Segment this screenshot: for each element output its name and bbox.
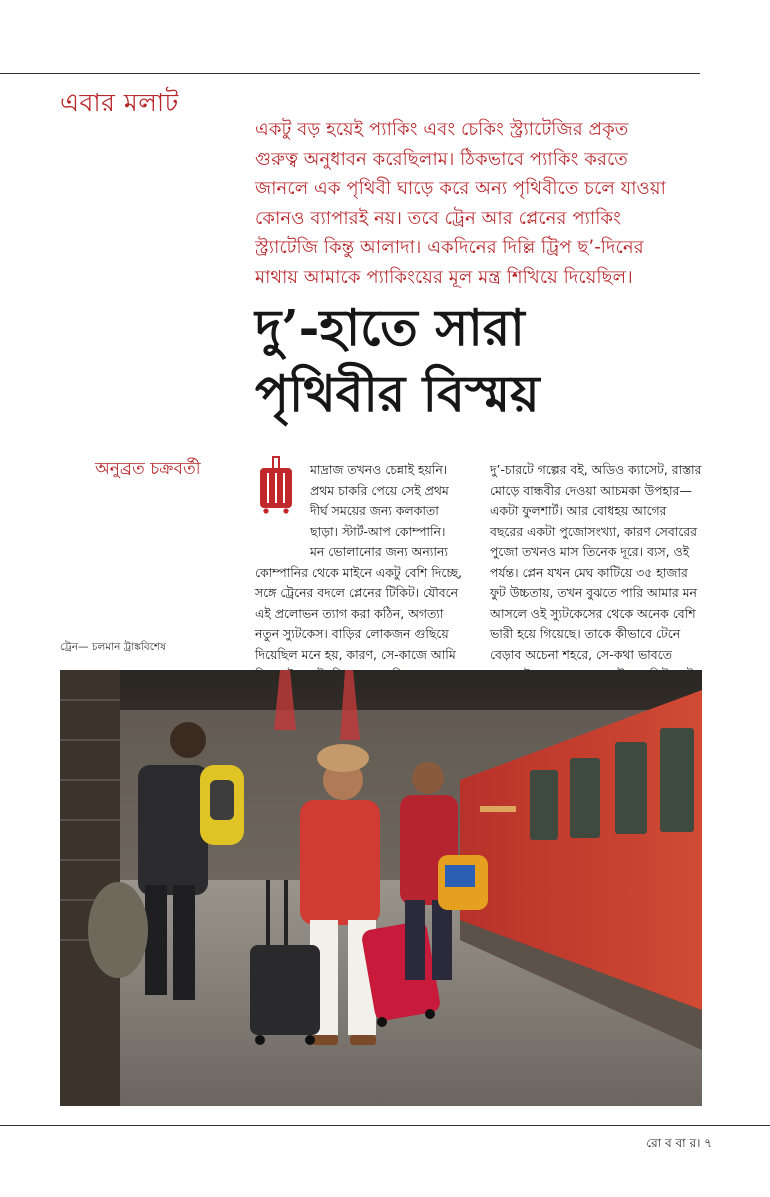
body-column-2	[490, 460, 705, 686]
intro-standfirst	[255, 115, 700, 293]
body-line: মোড়ে বান্ধবীর দেওয়া আচমকা উপহার—	[490, 482, 692, 498]
body-line: ছাড়া। স্টার্ট-আপ কোম্পানি।	[310, 523, 446, 539]
body-line: বেড়াব অচেনা শহরে, সে-কথা ভাবতে	[490, 646, 672, 662]
body-line: ভারী হয়ে গিয়েছে। তাকে কীভাবে টেনে	[490, 626, 681, 641]
body-line: আসলে ওই স্যুটকেসের থেকে অনেক বেশি	[490, 605, 696, 621]
body-line: কোম্পানির থেকে মাইনে একটু বেশি দিচ্ছে,	[255, 564, 463, 580]
intro-line: একটু বড় হয়েই প্যাকিং এবং চেকিং স্ট্র্যাটেজির প্রকৃত	[255, 119, 629, 140]
section-label: এবার মলাট	[60, 88, 179, 117]
intro-line: মাথায় আমাকে প্যাকিংয়ের মূল মন্ত্র শিখিয়ে দিয়েছিল।	[255, 266, 633, 288]
top-rule	[0, 73, 700, 74]
body-line: একটা ফুলশার্ট। আর বোধহয় আগের	[490, 503, 667, 518]
photo-caption: ট্রেন— চলমান ট্রাঙ্কবিশেষ	[60, 641, 166, 653]
body-line: দু’-চারটে গল্পের বই, অডিও ক্যাসেট, রাস্তার	[490, 462, 702, 477]
bottom-rule	[0, 1125, 770, 1126]
body-line: বছরের একটা পুজোসংখ্যা, কারণ সেবারের	[490, 523, 697, 539]
body-line: এই প্রলোভন ত্যাগ করা কঠিন, অগত্যা	[255, 605, 444, 621]
intro-line: স্ট্র্যাটেজি কিন্তু আলাদা। একদিনের দিল্লি ট্রিপ ছ’-দিনের	[255, 237, 644, 259]
page-folio: রো ব বা র। ৭	[646, 1136, 712, 1150]
body-line: দিয়েছিল মনে হয়, কারণ, সে-কাজে আমি	[255, 646, 456, 662]
body-column-1	[255, 460, 470, 686]
intro-line: জানলে এক পৃথিবী ঘাড়ে করে অন্য পৃথিবীতে চলে যাওয়া	[255, 178, 666, 200]
body-line: মাদ্রাজ তখনও চেন্নাই হয়নি।	[310, 462, 448, 477]
body-line: নতুন স্যুটকেস। বাড়ির লোকজন গুছিয়ে	[255, 626, 449, 641]
body-line: ফুট উচ্চতায়, তখন বুঝতে পারি আমার মন	[490, 585, 697, 600]
body-line: পুজো তখনও মাস তিনেক দূরে। ব্যস, ওই	[490, 544, 690, 559]
headline-line: পৃথিবীর বিস্ময়	[255, 364, 540, 423]
body-line: মন ভোলানোর জন্য অন্যান্য	[310, 544, 448, 559]
headline-line: দু’-হাতে সারা	[255, 298, 525, 357]
body-line: পর্যন্ত। প্লেন যখন মেঘ কাটিয়ে ৩৫ হাজার	[490, 564, 688, 580]
body-line: দীর্ঘ সময়ের জন্য কলকাতা	[310, 503, 439, 518]
article-headline	[255, 295, 705, 427]
railway-platform-photo	[60, 670, 702, 1106]
author-byline: অনুব্রত চক্রবর্তী	[95, 459, 201, 479]
body-line: সঙ্গে ট্রেনের বদলে প্লেনের টিকিট। যৌবনে	[255, 585, 459, 600]
intro-line: গুরুত্ব অনুধাবন করেছিলাম। ঠিকভাবে প্যাকিং করতে	[255, 148, 628, 170]
intro-line: কোনও ব্যাপারই নয়। তবে ট্রেন আর প্লেনের প্যাকিং	[255, 207, 621, 229]
body-line: প্রথম চাকরি পেয়ে সেই প্রথম	[310, 482, 449, 498]
